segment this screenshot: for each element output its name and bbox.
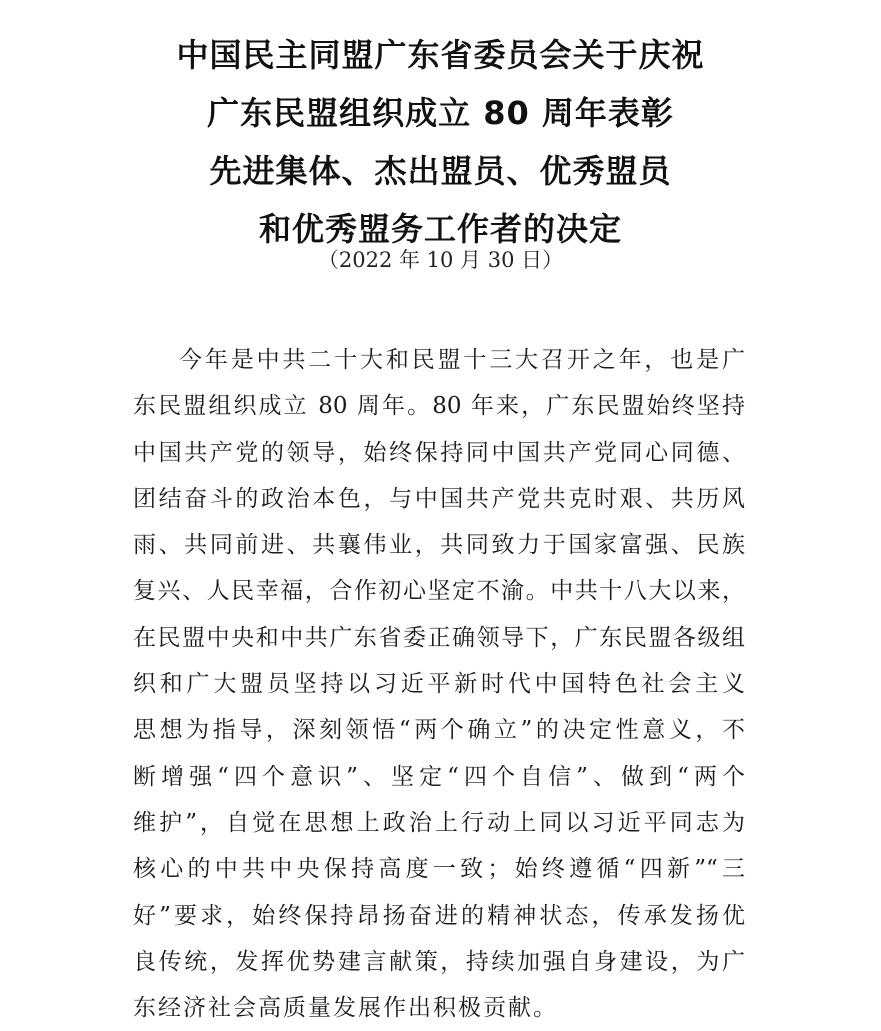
body-line: 良传统，发挥优势建言献策，持续加强自身建设，为广 xyxy=(133,948,745,975)
body-paragraph xyxy=(133,337,745,1031)
title-line: 中国民主同盟广东省委员会关于庆祝 xyxy=(176,36,705,74)
body-line: 在民盟中央和中共广东省委正确领导下，广东民盟各级组 xyxy=(133,624,745,651)
body-line: 今年是中共二十大和民盟十三大召开之年，也是广 xyxy=(179,347,745,373)
body-line: 东经济社会高质量发展作出积极贡献。 xyxy=(133,995,558,1022)
body-line: 雨、共同前进、共襄伟业，共同致力于国家富强、民族 xyxy=(133,532,745,559)
body-line: 思想为指导，深刻领悟“两个确立”的决定性意义，不 xyxy=(133,717,745,744)
body-line: 维护”，自觉在思想上政治上行动上同以习近平同志为 xyxy=(133,809,745,836)
body-line: 织和广大盟员坚持以习近平新时代中国特色社会主义 xyxy=(133,671,745,698)
document-date: （2022 年 10 月 30 日） xyxy=(317,248,564,272)
title-line: 先进集体、杰出盟员、优秀盟员 xyxy=(209,152,672,190)
title-line: 广东民盟组织成立 80 周年表彰 xyxy=(207,94,674,132)
body-line: 中国共产党的领导，始终保持同中国共产党同心同德、 xyxy=(133,439,745,466)
document-title xyxy=(0,26,881,258)
body-line: 断增强“四个意识”、坚定“四个自信”、做到“两个 xyxy=(133,763,745,790)
body-line: 团结奋斗的政治本色，与中国共产党共克时艰、共历风 xyxy=(133,485,745,512)
body-line: 好”要求，始终保持昂扬奋进的精神状态，传承发扬优 xyxy=(133,902,745,929)
title-line: 和优秀盟务工作者的决定 xyxy=(258,210,622,248)
body-line: 核心的中共中央保持高度一致；始终遵循“四新”“三 xyxy=(133,856,745,883)
body-line: 复兴、人民幸福，合作初心坚定不渝。中共十八大以来， xyxy=(133,578,745,605)
body-line: 东民盟组织成立 80 周年。80 年来，广东民盟始终坚持 xyxy=(133,393,745,420)
